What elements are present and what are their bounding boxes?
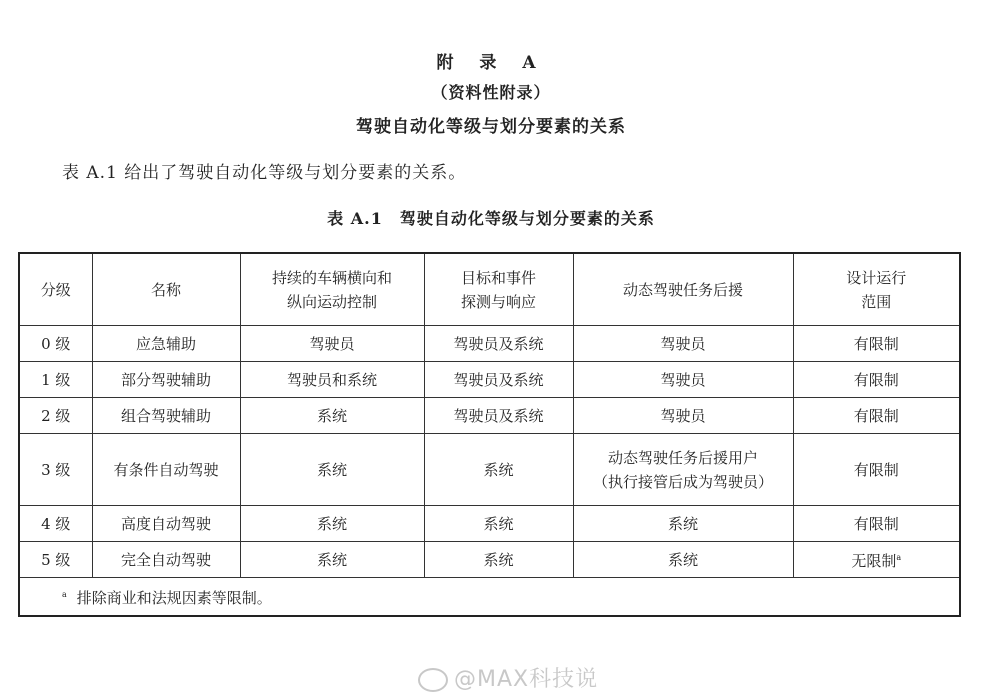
cell-text: 2 级 [41,406,71,425]
header-line: 动态驾驶任务后援 [622,280,743,299]
header-line: 探测与响应 [460,292,536,311]
cell-text: 1 级 [41,370,71,389]
cell-text: 系统 [316,406,347,425]
cell-line: 动态驾驶任务后援用户 [607,448,758,467]
cell-text: 系统 [483,460,514,479]
cell-text: 有限制 [853,406,899,425]
appendix-heading: 驾驶自动化等级与划分要素的关系 [356,117,626,137]
appendix-subtitle: （资料性附录） [431,83,551,102]
table-row [19,326,960,362]
cell-text: 驾驶员 [309,334,355,353]
footnote-cell [19,578,960,617]
cell-line: 驾驶员 [660,334,706,353]
cell-text: 系统 [483,514,514,533]
footnote-text: 排除商业和法规因素等限制。 [76,589,272,607]
header-control [240,253,424,326]
footnote-row [19,578,960,617]
table-row [19,506,960,542]
header-odd [793,253,960,326]
cell-control [240,434,424,506]
cell-line: 系统 [667,514,698,533]
cell-control [240,326,424,362]
watermark [418,662,598,693]
cell-oedr [424,326,573,362]
cell-oedr [424,362,573,398]
cell-text: 4 级 [41,514,71,533]
cell-text: 驾驶员及系统 [453,370,544,389]
header-oedr [424,253,573,326]
table-header-row [19,253,960,326]
cell-name [92,542,240,578]
cell-level [19,326,92,362]
cell-control [240,362,424,398]
cell-fallback [573,542,793,578]
cell-text: 5 级 [41,550,71,569]
cell-text: 有限制 [853,514,899,533]
table-caption: 表 A.1 驾驶自动化等级与划分要素的关系 [327,209,655,228]
cell-level [19,506,92,542]
cell-line: （执行接管后成为驾驶员） [592,472,773,491]
cell-fallback [573,326,793,362]
cell-text: 0 级 [41,334,71,353]
cell-text: 驾驶员及系统 [453,406,544,425]
cell-level [19,434,92,506]
cell-odd [793,362,960,398]
header-line: 纵向运动控制 [286,292,377,311]
table-row [19,362,960,398]
watermark-text: @MAX科技说 [454,667,599,692]
appendix-title: 附 录 A [436,53,546,73]
cell-text: 系统 [316,460,347,479]
cell-name [92,326,240,362]
cell-name [92,362,240,398]
header-line: 名称 [150,280,181,299]
header-fallback [573,253,793,326]
cell-name [92,398,240,434]
cell-odd [793,506,960,542]
cell-line: 驾驶员 [660,370,706,389]
cell-text: 完全自动驾驶 [120,550,211,569]
cell-name [92,506,240,542]
table-row [19,398,960,434]
cell-text: 驾驶员和系统 [286,370,377,389]
cell-fallback [573,506,793,542]
cell-line: 系统 [667,550,698,569]
cell-level [19,542,92,578]
cell-line: 驾驶员 [660,406,706,425]
header-line: 目标和事件 [460,268,536,287]
header-line: 范围 [861,292,892,311]
cell-text: 应急辅助 [135,334,196,353]
cell-text: 无限制 [851,552,897,570]
cell-level [19,362,92,398]
footnote-marker: a [62,590,67,599]
weibo-logo-icon [418,668,448,692]
intro-paragraph: 表 A.1 给出了驾驶自动化等级与划分要素的关系。 [62,163,467,183]
cell-odd [793,542,960,578]
cell-oedr [424,542,573,578]
cell-text: 组合驾驶辅助 [120,406,211,425]
cell-odd [793,398,960,434]
cell-control [240,506,424,542]
cell-text: 3 级 [41,460,71,479]
header-level [19,253,92,326]
cell-text: 有限制 [853,460,899,479]
header-line: 分级 [40,280,71,299]
cell-text: 有限制 [853,334,899,353]
cell-text: 有限制 [853,370,899,389]
cell-oedr [424,398,573,434]
cell-text: 有条件自动驾驶 [113,460,219,479]
table-row [19,542,960,578]
cell-text: 系统 [316,514,347,533]
cell-name [92,434,240,506]
cell-fallback [573,434,793,506]
footnote-mark: a [896,553,902,562]
cell-level [19,398,92,434]
table-row [19,434,960,506]
header-name [92,253,240,326]
cell-oedr [424,506,573,542]
cell-text: 系统 [483,550,514,569]
cell-text: 驾驶员及系统 [453,334,544,353]
cell-fallback [573,398,793,434]
cell-control [240,542,424,578]
automation-level-table [18,252,961,617]
cell-text: 系统 [316,550,347,569]
cell-odd [793,326,960,362]
cell-oedr [424,434,573,506]
cell-fallback [573,362,793,398]
cell-text: 高度自动驾驶 [120,514,211,533]
cell-control [240,398,424,434]
cell-text: 部分驾驶辅助 [120,370,211,389]
header-line: 设计运行 [846,268,907,287]
cell-odd [793,434,960,506]
header-line: 持续的车辆横向和 [271,268,392,287]
